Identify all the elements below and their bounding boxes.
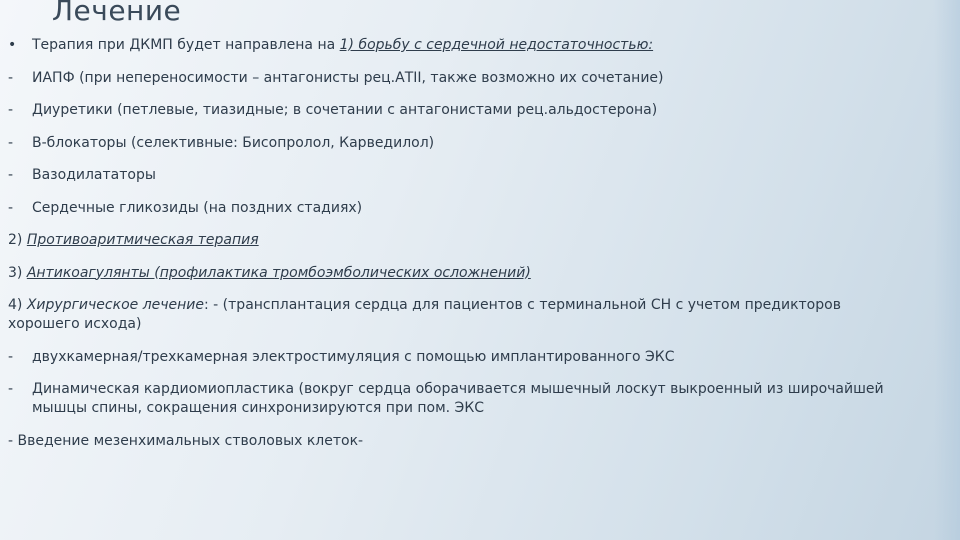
- bullet-marker: •: [8, 37, 17, 53]
- decorative-edge-band: [934, 0, 960, 540]
- list-item-text: Диуретики (петлевые, тиазидные; в сочетании с антагонистами рец.альдостерона): [32, 102, 658, 118]
- list-item-beta-blockers: [8, 134, 908, 153]
- numbered-item-antiarrhythmic: [8, 231, 908, 250]
- bullet-intro-text: Терапия при ДКМП будет направлена на: [32, 37, 340, 53]
- heart-failure-link[interactable]: 1) борьбу с сердечной недостаточностью:: [339, 37, 654, 53]
- list-item-text: B-блокаторы (селективные: Бисопролол, Карведилол): [32, 134, 435, 151]
- list-item-iapf: [8, 69, 908, 88]
- antiarrhythmic-link[interactable]: Противоаритмическая терапия: [26, 232, 259, 248]
- list-item-text: ИАПФ (при непереносимости – антагонисты рец.АТII, также возможно их сочетание): [32, 69, 664, 86]
- slide-body: [8, 36, 908, 464]
- list-item-stem-cells: [8, 432, 908, 451]
- list-item-text: двухкамерная/трехкамерная электростимуляция с помощью имплантированного ЭКС: [32, 348, 675, 365]
- numbered-item-anticoagulants: [8, 264, 908, 283]
- list-item-text: Сердечные гликозиды (на поздних стадиях): [32, 199, 363, 216]
- surgery-text: : - (трансплантация сердца для пациентов с терминальной СН с учетом предикторов хорошего исхода): [8, 297, 841, 332]
- dash-marker: -: [8, 167, 14, 183]
- anticoagulants-link[interactable]: Антикоагулянты (профилактика тромбоэмболических осложнений): [26, 264, 531, 281]
- list-item-pacing: [8, 348, 908, 367]
- list-item-glycosides: [8, 199, 908, 218]
- dash-marker: -: [8, 102, 14, 118]
- slide-title: Лечение: [52, 0, 182, 27]
- list-item-vasodilators: [8, 166, 908, 185]
- list-item-cardiomyoplasty: [8, 380, 908, 418]
- item-number: 4): [8, 297, 27, 313]
- list-item-text: - Введение мезенхимальных стволовых клеток-: [8, 432, 364, 449]
- item-number: 2): [8, 232, 27, 248]
- item-number: 3): [8, 264, 27, 281]
- dash-marker: -: [8, 381, 14, 397]
- list-item-diuretics: [8, 101, 908, 120]
- surgery-heading: Хирургическое лечение: [26, 297, 205, 313]
- dash-marker: -: [8, 69, 14, 86]
- list-item-text: Динамическая кардиомиопластика (вокруг сердца оборачивается мышечный лоскут выкроенный из широчайшей мышцы спины, сокращения синхронизируются при пом. ЭКС: [32, 381, 884, 416]
- bullet-intro: [8, 36, 908, 55]
- dash-marker: -: [8, 199, 14, 216]
- list-item-text: Вазодилататоры: [32, 167, 156, 183]
- numbered-item-surgery: [8, 296, 908, 334]
- dash-marker: -: [8, 348, 14, 365]
- dash-marker: -: [8, 134, 14, 151]
